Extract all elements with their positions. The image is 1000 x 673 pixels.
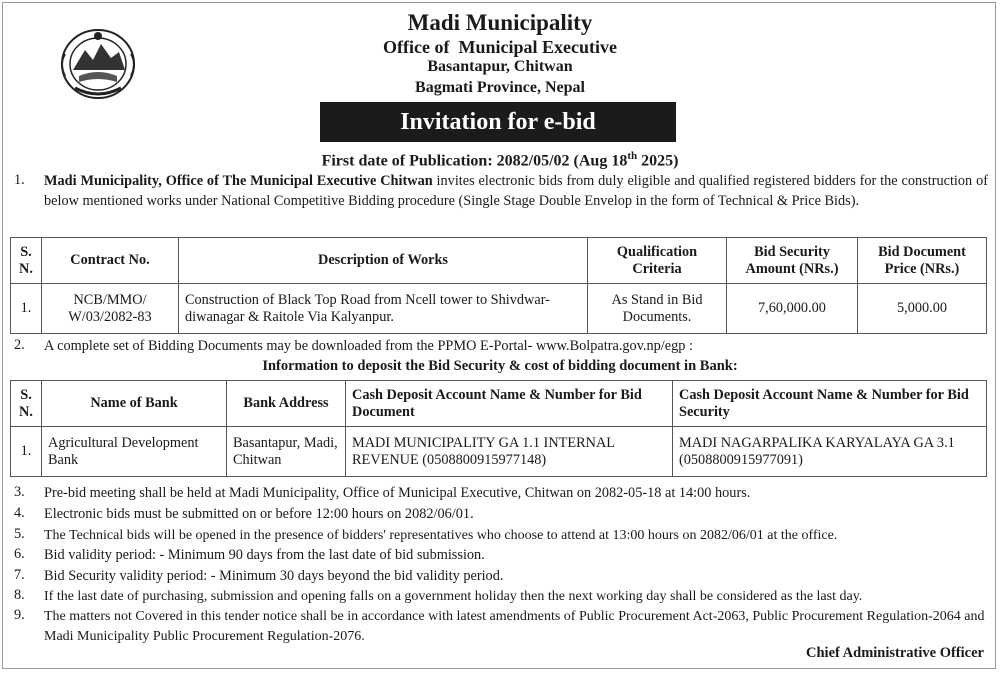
cell-bank-name: Agricultural Development Bank <box>42 427 227 477</box>
col-qualification: Qualification Criteria <box>588 238 727 284</box>
office-name: Office of Municipal Executive <box>383 37 617 57</box>
office-address: Basantapur, Chitwan <box>427 58 573 75</box>
col-sn: S. N. <box>11 238 42 284</box>
cell-doc-price: 5,000.00 <box>858 284 987 334</box>
notice-title: Invitation for e-bid <box>320 102 676 142</box>
cell-bid-security: 7,60,000.00 <box>727 284 858 334</box>
list-item: Bid Security validity period: - Minimum 30 days beyond the bid validity period. <box>44 568 504 584</box>
cell-bank-address: Basantapur, Madi, Chitwan <box>227 427 346 477</box>
item-number: 6. <box>14 546 25 562</box>
list-item: The Technical bids will be opened in the presence of bidders' representatives who choose to attend at 13:00 hours on 2082/06/01 at the office. <box>44 528 838 543</box>
list-item: Electronic bids must be submitted on or before 12:00 hours on 2082/06/01. <box>44 506 474 522</box>
cell-contract-no: NCB/MMO/ W/03/2082-83 <box>42 284 179 334</box>
download-info: A complete set of Bidding Documents may be downloaded from the PPMO E-Portal- www.Bolpatra.gov.np/egp : <box>44 338 693 354</box>
col-sn: S. N. <box>11 381 42 427</box>
cell-qualification: As Stand in Bid Documents. <box>588 284 727 334</box>
cell-security-account: MADI NAGARPALIKA KARYALAYA GA 3.1 (0508800915977091) <box>673 427 987 477</box>
table-row <box>11 427 987 477</box>
list-item: Pre-bid meeting shall be held at Madi Municipality, Office of Municipal Executive, Chitwan on 2082-05-18 at 14:00 hours. <box>44 485 751 501</box>
col-description: Description of Works <box>179 238 588 284</box>
col-bank-name: Name of Bank <box>42 381 227 427</box>
col-doc-price: Bid Document Price (NRs.) <box>858 238 987 284</box>
table-row <box>11 284 987 334</box>
col-bank-address: Bank Address <box>227 381 346 427</box>
works-table <box>10 237 987 334</box>
bank-info-heading: Information to deposit the Bid Security & cost of bidding document in Bank: <box>262 358 738 374</box>
col-contract-no: Contract No. <box>42 238 179 284</box>
item-number: 7. <box>14 567 25 583</box>
col-bid-security: Bid Security Amount (NRs.) <box>727 238 858 284</box>
publication-date: First date of Publication: 2082/05/02 (Aug 18th 2025) <box>321 150 679 170</box>
cell-sn: 1. <box>11 427 42 477</box>
cell-sn: 1. <box>11 284 42 334</box>
list-item: Bid validity period: - Minimum 90 days from the last date of bid submission. <box>44 547 485 563</box>
province: Bagmati Province, Nepal <box>415 79 585 96</box>
signature-title: Chief Administrative Officer <box>806 645 984 661</box>
intro-paragraph: Madi Municipality, Office of The Municipal Executive Chitwan invites electronic bids from duly eligible and qualified registered bidders for the construction of below mentioned works under National Competitive Bidding procedure (Single Stage Double Envelop in the form of Technical & Price Bids). <box>44 173 988 209</box>
list-item: The matters not Covered in this tender notice shall be in accordance with latest amendments of Public Procurement Act-2063, Public Procurement Regulation-2064 and Madi Municipality Public Procurement Regulation-2076. <box>44 609 985 644</box>
bank-table <box>10 380 987 477</box>
cell-description: Construction of Black Top Road from Ncell tower to Shivdwar-diwanagar & Raitole Via Kalyanpur. <box>179 284 588 334</box>
cell-doc-account: MADI MUNICIPALITY GA 1.1 INTERNAL REVENUE (0508800915977148) <box>346 427 673 477</box>
item-number: 4. <box>14 505 25 521</box>
col-security-account: Cash Deposit Account Name & Number for Bid Security <box>673 381 987 427</box>
item-number: 9. <box>14 607 25 623</box>
col-doc-account: Cash Deposit Account Name & Number for Bid Document <box>346 381 673 427</box>
item-number: 1. <box>14 172 25 188</box>
list-item: If the last date of purchasing, submission and opening falls on a government holiday then the next working day shall be considered as the last day. <box>44 589 863 604</box>
org-name: Madi Municipality <box>407 10 593 35</box>
item-number: 8. <box>14 587 25 603</box>
item-number: 2. <box>14 337 25 353</box>
item-number: 3. <box>14 484 25 500</box>
item-number: 5. <box>14 526 25 542</box>
